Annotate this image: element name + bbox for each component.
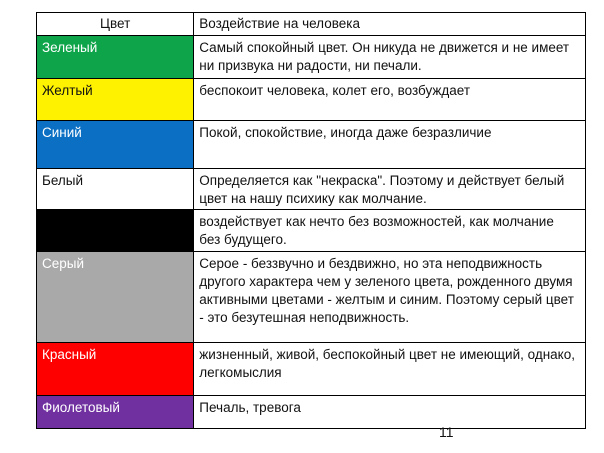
color-name: Желтый: [42, 83, 93, 98]
color-name: Синий: [42, 125, 82, 140]
effect-cell: [194, 36, 586, 79]
color-name: Серый: [42, 256, 85, 271]
effect-cell: [194, 79, 586, 121]
table-row: [37, 396, 586, 429]
table-row: [37, 121, 586, 169]
effect-text: воздействует как нечто без возможностей, как молчание без будущего.: [199, 214, 554, 247]
effect-text: Самый спокойный цвет. Он никуда не движется и не имеет ни призвука ни радости, ни печали.: [199, 40, 570, 73]
swatch-black: [37, 210, 194, 252]
table-header-row: [37, 13, 586, 36]
effect-cell: [194, 252, 586, 343]
swatch-green: [37, 36, 194, 79]
effect-text: жизненный, живой, беспокойный цвет не имеющий, однако, легкомыслия: [199, 347, 575, 380]
effect-cell: [194, 121, 586, 169]
page-number: 11: [439, 424, 454, 440]
effect-cell: [194, 343, 586, 396]
table-row: [37, 210, 586, 252]
table-row: [37, 252, 586, 343]
effect-cell: [194, 210, 586, 252]
swatch-gray: [37, 252, 194, 343]
table-row: [37, 36, 586, 79]
swatch-blue: [37, 121, 194, 169]
color-name: Белый: [42, 173, 84, 188]
swatch-violet: [37, 396, 194, 429]
swatch-white: [37, 169, 194, 210]
header-effect: [194, 13, 586, 36]
color-name: Зеленый: [42, 40, 98, 55]
effect-text: Определяется как "некраска". Поэтому и действует белый цвет на нашу психику как молчание.: [199, 173, 565, 206]
table-row: [37, 79, 586, 121]
color-name: Красный: [42, 347, 97, 362]
swatch-yellow: [37, 79, 194, 121]
color-effects-table: [36, 12, 586, 429]
effect-text: Покой, спокойствие, иногда даже безразличие: [199, 125, 492, 140]
color-name: Фиолетовый: [42, 400, 120, 415]
effect-cell: [194, 169, 586, 210]
swatch-red: [37, 343, 194, 396]
table-row: [37, 343, 586, 396]
header-effect-label: Воздействие на человека: [199, 16, 360, 31]
effect-text: беспокоит человека, колет его, возбуждает: [199, 83, 471, 98]
header-color: [37, 13, 194, 36]
effect-cell: [194, 396, 586, 429]
header-color-label: Цвет: [100, 16, 131, 31]
effect-text: Печаль, тревога: [199, 400, 301, 415]
color-name: [37, 210, 193, 213]
table-row: [37, 169, 586, 210]
effect-text: Серое - беззвучно и бездвижно, но эта неподвижность другого характера чем у зеленого цвета, рожденного двумя активными цветами - желтым и синим. Поэтому серый цвет - это безутешная неподвижность.: [199, 256, 574, 325]
